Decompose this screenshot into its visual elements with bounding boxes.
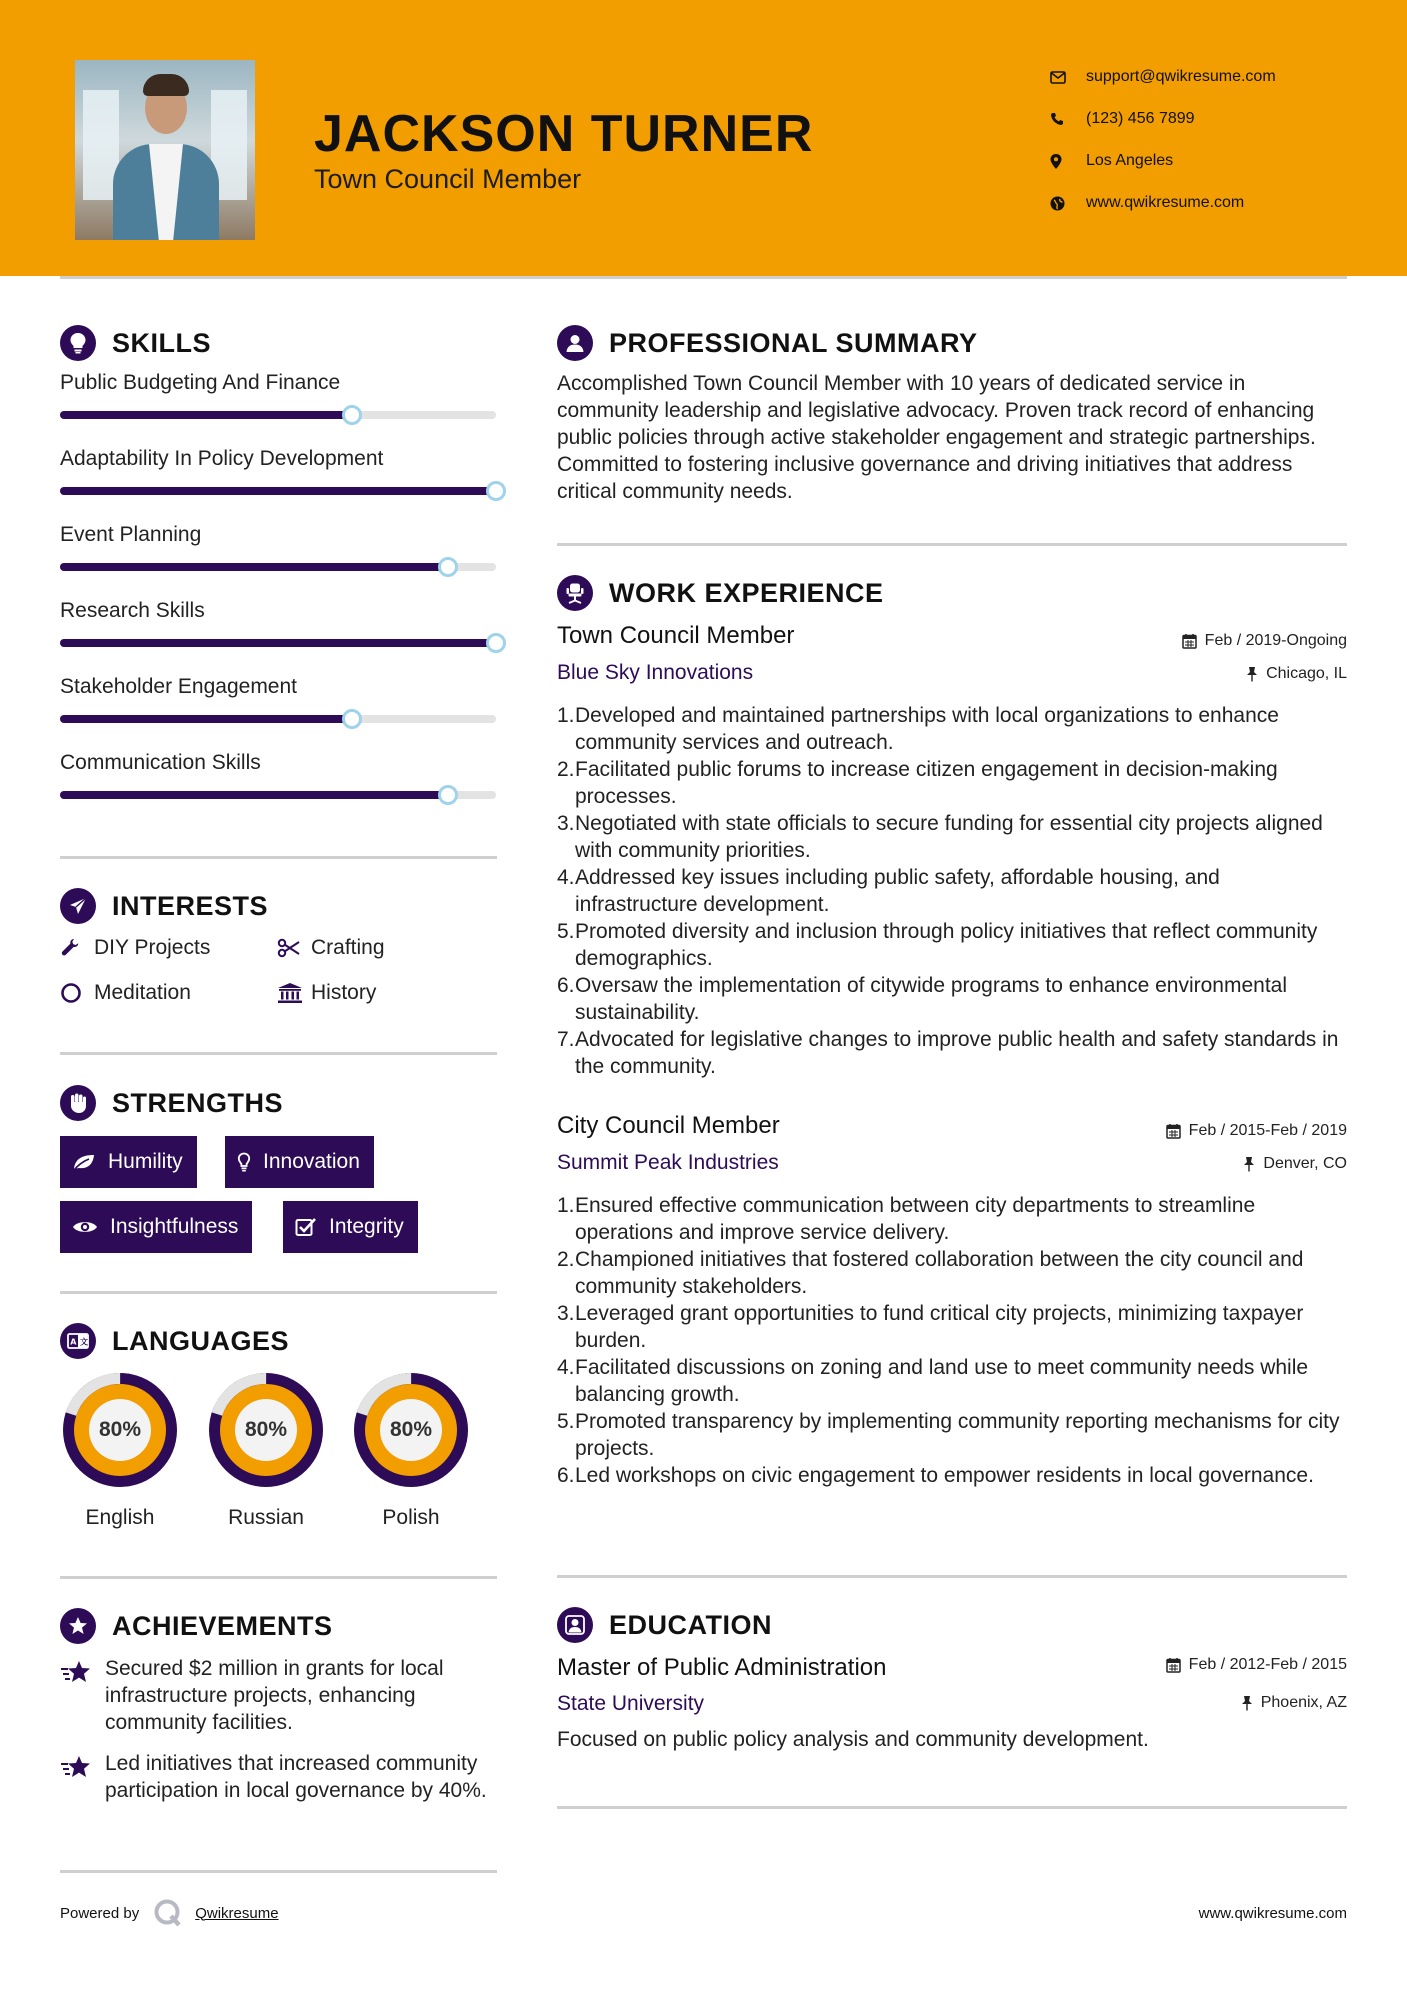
paper-plane-icon [60,888,96,924]
job-bullet: 2. Facilitated public forums to increase citizen engagement in decision-making processes. [557,758,1278,808]
job-bullet: 5. Promoted diversity and inclusion through policy initiatives that reflect community demographics. [557,920,1318,970]
job-title: Town Council Member [557,622,795,649]
pushpin-icon [1246,666,1258,682]
interest-item: History [277,981,376,1005]
mail-icon [1050,71,1086,84]
user-icon [557,325,593,361]
job-bullet: 6. Oversaw the implementation of citywide programs to enhance environmental sustainability. [557,974,1288,1024]
achievement-item [60,1655,500,1736]
skill-item [60,523,496,547]
contact-email[interactable]: support@qwikresume.com [1050,56,1276,98]
achievement-item [60,1750,500,1804]
calendar-icon [1182,633,1197,649]
job-bullets [557,702,1347,1080]
leaf-icon [72,1153,96,1171]
skill-label: Event Planning [60,523,202,546]
job-location: Denver, CO [1243,1155,1347,1173]
job-bullet: 3. Negotiated with state officials to secure funding for essential city projects aligned with community priorities. [557,812,1323,862]
contact-list [1050,56,1276,224]
svg-text:A: A [70,1337,77,1347]
language-item [349,1368,473,1530]
section-divider [557,1575,1347,1578]
star-badge-icon [60,1608,96,1644]
eye-icon [72,1219,98,1235]
language-name: Russian [228,1506,304,1529]
job-bullets [557,1192,1347,1489]
contact-website[interactable]: www.qwikresume.com [1050,182,1276,224]
skill-item [60,675,496,699]
circle-icon [60,982,94,1004]
interests-heading: INTERESTS [60,888,268,924]
strength-chip: Integrity [283,1201,418,1253]
job-bullet: 7. Advocated for legislative changes to improve public health and safety standards in the community. [557,1028,1339,1078]
header-divider [60,276,1347,279]
skill-bar [60,487,496,495]
calendar-icon [1166,1123,1181,1139]
achievements-heading: ACHIEVEMENTS [60,1608,333,1644]
job-bullet: 2. Championed initiatives that fostered collaboration between the city council and community stakeholders. [557,1248,1304,1298]
skill-bar [60,563,496,571]
office-chair-icon [557,575,593,611]
footer-website-link[interactable]: www.qwikresume.com [1198,1905,1347,1922]
summary-text: Accomplished Town Council Member with 10 years of dedicated service in community leadership and legislative advocacy. Proven track record of enhancing public policies through active stakeholder engagement and strategic partnerships. Committed to fostering inclusive governance and driving initiatives that address critical community needs. [557,372,1316,503]
section-divider [60,1576,497,1579]
profile-photo [75,60,255,240]
job-bullet: 4. Facilitated discussions on zoning and land use to meet community needs while balancing growth. [557,1356,1309,1406]
job-bullet: 1. Developed and maintained partnerships with local organizations to enhance community services and outreach. [557,704,1279,754]
candidate-name: JACKSON TURNER [314,105,814,163]
skill-item [60,751,496,775]
strengths-heading: STRENGTHS [60,1085,283,1121]
section-divider [60,1291,497,1294]
job-title: City Council Member [557,1112,780,1139]
strength-chip: Humility [60,1136,197,1188]
education-heading: EDUCATION [557,1607,772,1643]
job-bullet: 5. Promoted transparency by implementing community reporting mechanisms for city projects. [557,1410,1340,1460]
section-divider [557,543,1347,546]
skill-item [60,447,496,471]
experience-heading: WORK EXPERIENCE [557,575,884,611]
achievement-text: Secured $2 million in grants for local infrastructure projects, enhancing community facilities. [105,1657,444,1734]
skill-bar [60,639,496,647]
job-bullet: 1. Ensured effective communication between city departments to streamline operations and improve service delivery. [557,1194,1256,1244]
job-dates: Feb / 2019-Ongoing [1182,632,1347,650]
section-divider [557,1806,1347,1809]
skill-item [60,599,496,623]
school-name: State University [557,1692,705,1715]
globe-icon [1050,196,1086,211]
pushpin-icon [1241,1695,1253,1711]
job-bullet: 6. Led workshops on civic engagement to empower residents in local governance. [557,1464,1314,1487]
company-name: Summit Peak Industries [557,1151,779,1174]
header-banner [0,0,1407,276]
graduate-icon [557,1607,593,1643]
footer-powered-by: Powered by Qwikresume [60,1898,279,1928]
language-item [58,1368,182,1530]
skill-bar [60,411,496,419]
phone-icon [1050,112,1086,126]
skill-label: Stakeholder Engagement [60,675,297,698]
summary-heading: PROFESSIONAL SUMMARY [557,325,978,361]
skill-bar [60,715,496,723]
section-divider [60,1870,497,1873]
languages-heading: A 文 LANGUAGES [60,1323,289,1359]
language-name: English [85,1506,155,1529]
qwikresume-logo-icon [153,1898,183,1928]
skill-bar [60,791,496,799]
map-pin-icon [1050,154,1086,169]
education-description: Focused on public policy analysis and community development. [557,1728,1149,1751]
svg-text:文: 文 [80,1337,88,1347]
section-divider [60,1052,497,1055]
skill-label: Research Skills [60,599,205,622]
skills-heading: SKILLS [60,325,211,361]
landmark-icon [277,982,311,1004]
lightbulb-icon [60,325,96,361]
interest-item: DIY Projects [60,936,210,960]
contact-location: Los Angeles [1050,140,1276,182]
language-item [204,1368,328,1530]
pushpin-icon [1243,1156,1255,1172]
section-divider [60,856,497,859]
language-percent: 80% [98,1418,142,1441]
skill-label: Public Budgeting And Finance [60,371,341,394]
company-name: Blue Sky Innovations [557,661,754,684]
fist-icon [60,1085,96,1121]
strength-chip: Insightfulness [60,1201,252,1253]
qwikresume-link[interactable]: Qwikresume [195,1904,279,1922]
skill-label: Communication Skills [60,751,261,774]
skill-item [60,371,496,395]
interest-item: Crafting [277,936,385,960]
job-location: Chicago, IL [1246,665,1347,683]
job-bullet: 4. Addressed key issues including public safety, affordable housing, and infrastructure development. [557,866,1220,916]
job-dates: Feb / 2015-Feb / 2019 [1166,1122,1347,1140]
language-name: Polish [382,1506,440,1529]
scissors-icon [277,938,311,958]
candidate-title: Town Council Member [314,164,582,194]
skill-label: Adaptability In Policy Development [60,447,384,470]
star-icon [60,1750,105,1804]
education-dates: Feb / 2012-Feb / 2015 [1166,1656,1347,1674]
achievement-text: Led initiatives that increased community participation in local governance by 40%. [105,1752,487,1802]
star-icon [60,1655,105,1736]
lightbulb-icon [237,1152,251,1172]
strength-chip: Innovation [225,1136,374,1188]
check-square-icon [295,1217,317,1237]
degree-title: Master of Public Administration [557,1654,887,1681]
contact-phone[interactable]: (123) 456 7899 [1050,98,1276,140]
wrench-icon [60,937,94,959]
job-bullet: 3. Leveraged grant opportunities to fund critical city projects, minimizing taxpayer burden. [557,1302,1304,1352]
language-percent: 80% [244,1418,288,1441]
language-percent: 80% [389,1418,433,1441]
education-location: Phoenix, AZ [1241,1694,1347,1712]
interest-item: Meditation [60,981,191,1005]
language-icon [60,1323,96,1359]
calendar-icon [1166,1657,1181,1673]
